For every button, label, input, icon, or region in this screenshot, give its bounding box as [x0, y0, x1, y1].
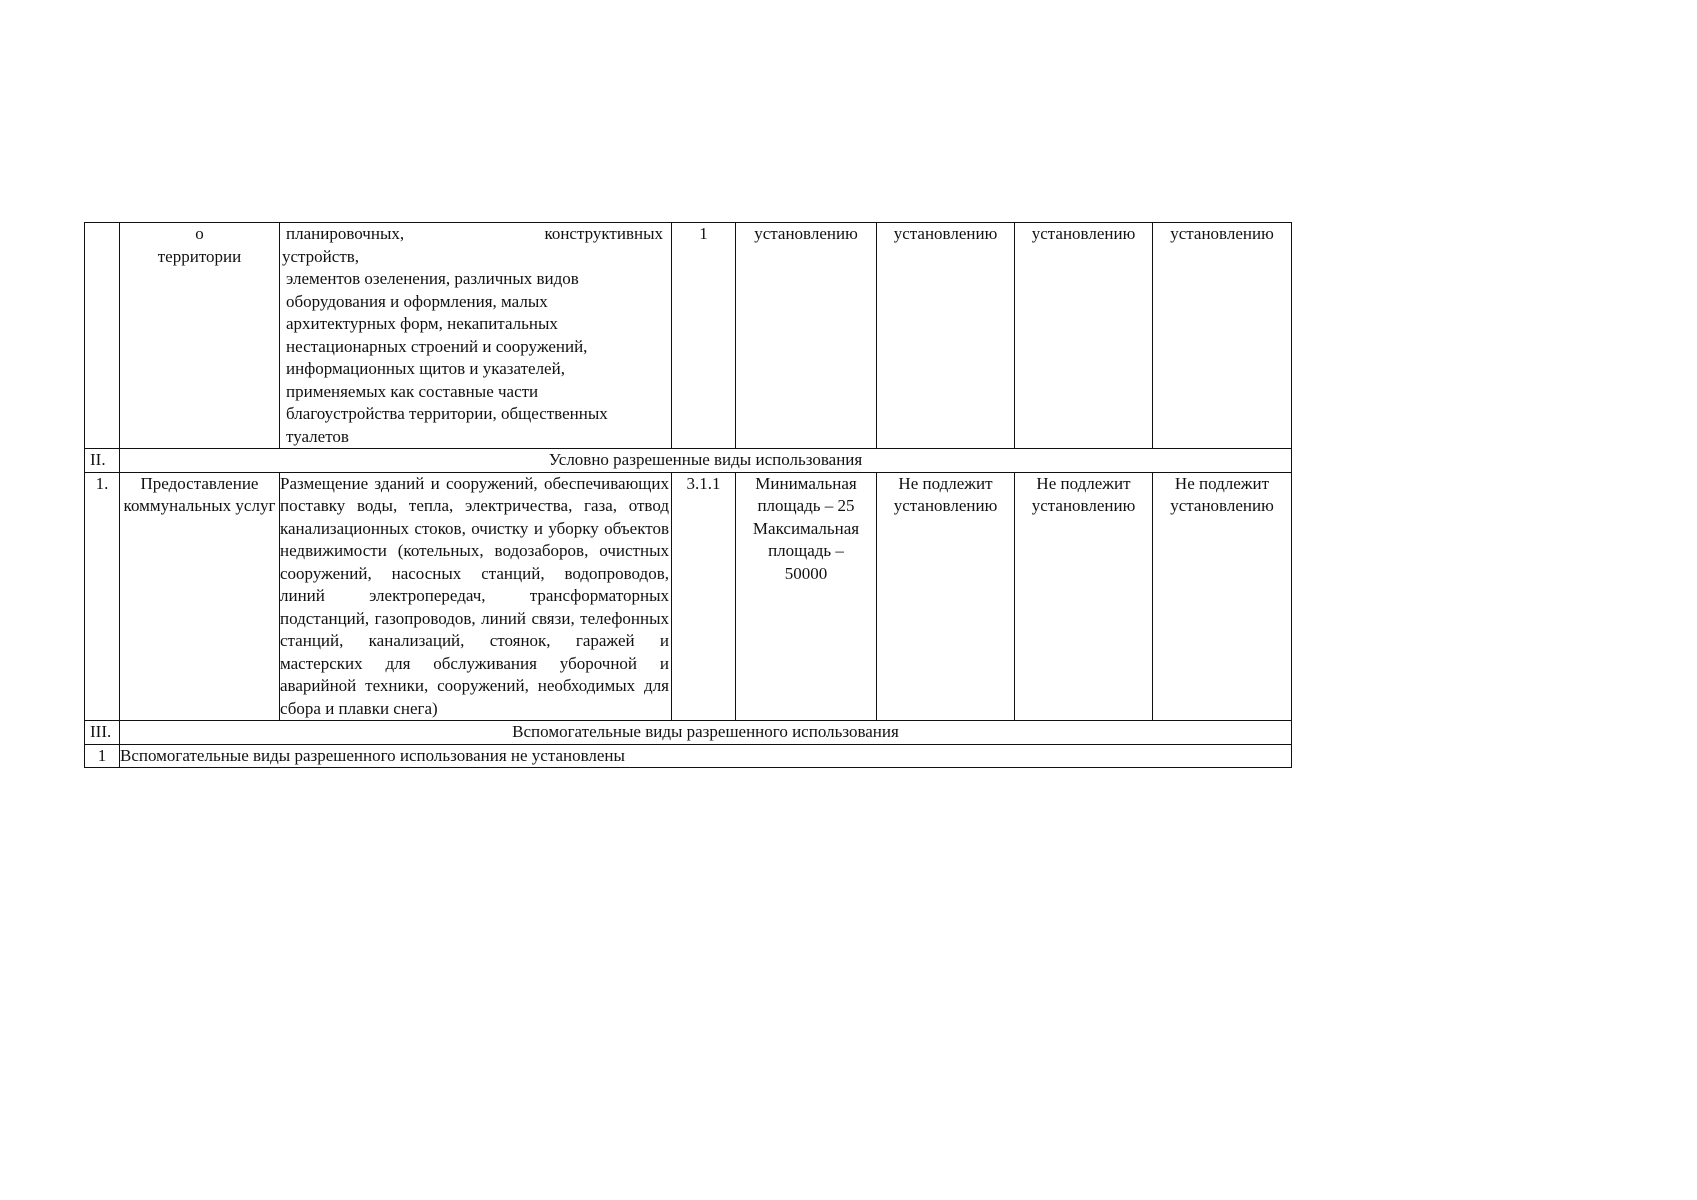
- description-line: туалетов: [286, 426, 349, 446]
- plot-area-line: площадь –: [768, 541, 844, 560]
- description-line: применяемых как составные части: [286, 381, 539, 401]
- table-row: [85, 472, 1292, 721]
- section-heading-row: [85, 721, 1292, 745]
- description-line: информационных щитов и указателей,: [286, 359, 565, 378]
- use-description-cell: [280, 223, 672, 449]
- parameter-cell: установлению: [1015, 223, 1153, 449]
- description-line: оборудования и оформления, малых: [286, 291, 548, 311]
- parameter-cell: установлению: [1153, 223, 1292, 449]
- use-code-cell: 1: [672, 223, 736, 449]
- row-number-cell: 1: [85, 744, 120, 768]
- parameter-cell: Не подлежит установлению: [1015, 472, 1153, 721]
- section-title: Условно разрешенные виды использования: [120, 449, 1292, 473]
- table-row: [85, 744, 1292, 768]
- use-name-line: о: [195, 224, 204, 243]
- description-line: нестационарных строений и сооружений,: [286, 336, 588, 356]
- use-code-cell: 3.1.1: [672, 472, 736, 721]
- use-name-line: территории: [157, 246, 242, 266]
- plot-area-line: 50000: [784, 563, 828, 583]
- description-line: устройств,: [282, 246, 360, 266]
- note-cell: Вспомогательные виды разрешенного использования не установлены: [120, 744, 1292, 768]
- plot-area-cell: установлению: [736, 223, 877, 449]
- use-name-cell: [120, 223, 280, 449]
- table-row: [85, 223, 1292, 449]
- land-use-table: [84, 222, 1292, 768]
- section-number: II.: [85, 449, 120, 473]
- description-line: планировочных, конструктивных: [286, 224, 663, 243]
- plot-area-cell: [736, 472, 877, 721]
- description-line: элементов озеленения, различных видов: [286, 269, 579, 288]
- section-number: III.: [85, 721, 120, 745]
- parameter-cell: Не подлежит установлению: [877, 472, 1015, 721]
- use-name-cell: Предоставление коммунальных услуг: [120, 472, 280, 721]
- plot-area-line: Минимальная: [755, 473, 857, 493]
- parameter-cell: Не подлежит установлению: [1153, 472, 1292, 721]
- section-title: Вспомогательные виды разрешенного использования: [120, 721, 1292, 745]
- section-heading-row: [85, 449, 1292, 473]
- row-number-cell: [85, 223, 120, 449]
- description-line: архитектурных форм, некапитальных: [286, 314, 558, 333]
- row-number-cell: 1.: [85, 472, 120, 721]
- description-line: благоустройства территории, общественных: [286, 404, 608, 423]
- parameter-cell: установлению: [877, 223, 1015, 449]
- plot-area-line: площадь – 25: [757, 496, 855, 515]
- plot-area-line: Максимальная: [752, 518, 860, 538]
- use-description-cell: Размещение зданий и сооружений, обеспечивающих поставку воды, тепла, электричества, газа, отвод канализационных стоков, очистку и уборку объектов недвижимости (котельных, водозаборов, очистных сооружений, насосных станций, водопроводов, линий электропередач, трансформаторных подстанций, газопроводов, линий связи, телефонных станций, канализаций, стоянок, гаражей и мастерских для обслуживания уборочной и аварийной техники, сооружений, необходимых для сбора и плавки снега): [280, 472, 672, 721]
